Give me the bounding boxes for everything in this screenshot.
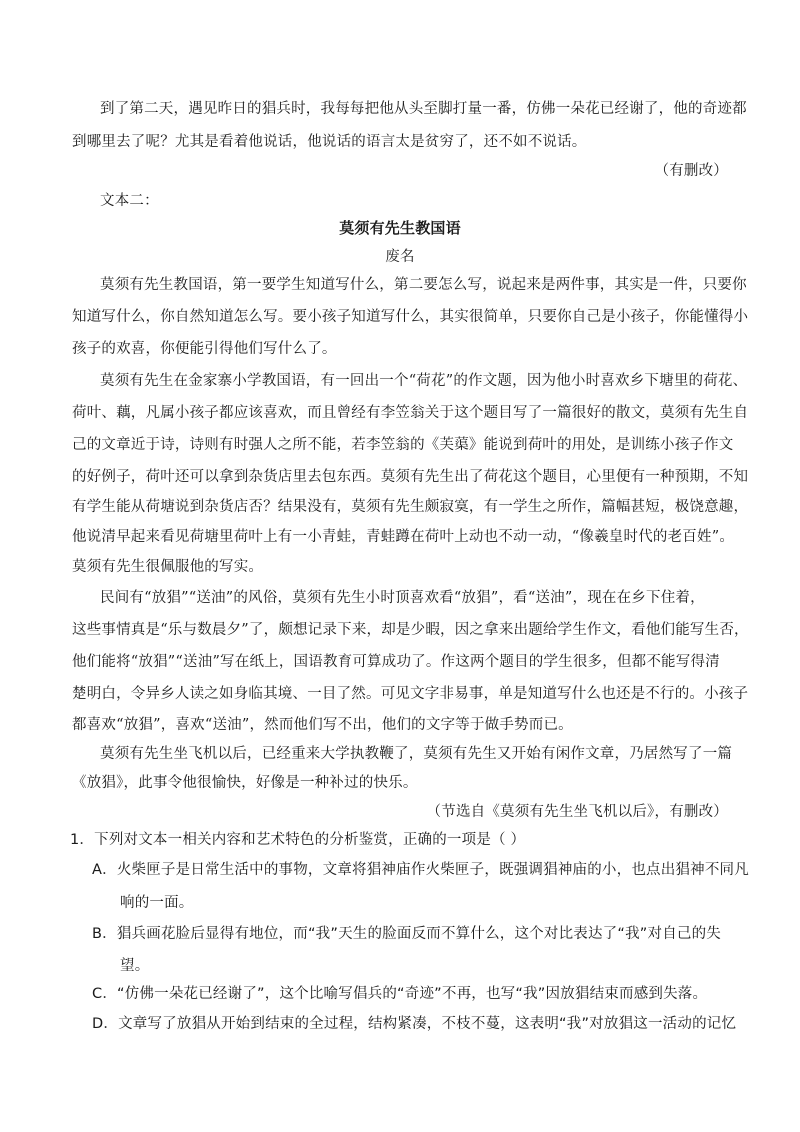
para3-line-3: 他们能将“放猖”“送油”写在纸上，国语教育可算成功了。作这两个题目的学生很多，但都不能写得清 [72, 654, 720, 670]
option-b-line-2: 望。 [120, 958, 150, 974]
para1-line-2: 知道写什么，你自然知道怎么写。要小孩子知道写什么，其实很简单，只要你自己是小孩子，你能懂得小 [72, 309, 749, 325]
option-d-line-1: D．文章写了放猖从开始到结束的全过程，结构紧凑，不枝不蔓，这表明“我”对放猖这一活动的记忆 [92, 1016, 737, 1032]
para2-line-3: 己的文章近于诗，诗则有时强人之所不能，若李笠翁的《芙蕖》能说到荷叶的用处，是训练小孩子作文 [72, 437, 734, 453]
para2-line-7: 莫须有先生很佩服他的写实。 [72, 559, 264, 575]
text2-source: （节选自《莫须有先生坐飞机以后》，有删改） [426, 804, 728, 820]
para4-line-1: 莫须有先生坐飞机以后，已经重来大学执教鞭了，莫须有先生又开始有闲作文章，乃居然写了一篇 [100, 746, 733, 762]
para1-line-3: 孩子的欢喜，你便能引得他们写什么了。 [72, 341, 337, 357]
para3-line-5: 都喜欢“放猖”，喜欢“送油”，然而他们写不出，他们的文字等于做手势而已。 [72, 717, 573, 733]
para4-line-2: 《放猖》，此事令他很愉快，好像是一种补过的快乐。 [72, 775, 418, 791]
text1-line-1: 到了第二天，遇见昨日的猖兵时，我每每把他从头至脚打量一番，仿佛一朵花已经谢了，他的奇迹都 [100, 101, 747, 117]
para2-line-5: 有学生能从荷塘说到杂货店否？结果没有，莫须有先生颇寂寞，有一学生之所作，篇幅甚短，极饶意趣， [72, 499, 749, 515]
option-a-line-2: 响的一面。 [120, 895, 194, 911]
text2-author: 废名 [385, 249, 415, 265]
text2-label: 文本二： [100, 193, 159, 209]
text2-title: 莫须有先生教国语 [339, 219, 461, 237]
text1-line-2: 到哪里去了呢？尤其是看着他说话，他说话的语言太是贫穷了，还不如不说话。 [72, 134, 587, 150]
option-b-line-1: B．猖兵画花脸后显得有地位，而“我”天生的脸面反而不算什么，这个对比表达了“我”对自己的失 [92, 926, 721, 942]
para2-line-4: 的好例子，荷叶还可以拿到杂货店里去包东西。莫须有先生出了荷花这个题目，心里便有一种预期，不知 [72, 469, 749, 485]
para3-line-4: 楚明白，令异乡人读之如身临其境、一目了然。可见文字非易事，单是知道写什么也还是不行的。小孩子 [72, 686, 749, 702]
para2-line-6: 他说清早起来看见荷塘里荷叶上有一小青蛙，青蛙蹲在荷叶上动也不动一动，“像羲皇时代的老百姓”。 [72, 529, 735, 545]
option-c-line-1: C．“仿佛一朵花已经谢了”，这个比喻写倡兵的“奇迹”不再，也写“我”因放猖结束而感到失落。 [92, 986, 708, 1002]
para3-line-1: 民间有“放猖”“送油”的风俗，莫须有先生小时顶喜欢看“放猖”，看“送油”，现在在乡下住着， [100, 590, 705, 606]
para2-line-2: 荷叶、藕，凡属小孩子都应该喜欢，而且曾经有李笠翁关于这个题目写了一篇很好的散文，莫须有先生自 [72, 405, 749, 421]
para2-line-1: 莫须有先生在金家寨小学教国语，有一回出一个“荷花”的作文题，因为他小时喜欢乡下塘里的荷花、 [100, 373, 748, 389]
para1-line-1: 莫须有先生教国语，第一要学生知道写什么，第二要怎么写，说起来是两件事，其实是一件，只要你 [100, 277, 747, 293]
para3-line-2: 这些事情真是“乐与数晨夕”了，颇想记录下来，却是少暇，因之拿来出题给学生作文，看他们能写生否， [72, 622, 749, 638]
text1-source: （有删改） [654, 163, 728, 179]
question-stem: 1．下列对文本一相关内容和艺术特色的分析鉴赏，正确的一项是（ ） [70, 832, 526, 848]
option-a-line-1: A．火柴匣子是日常生活中的事物，文章将猖神庙作火柴匣子，既强调猖神庙的小，也点出猖神不同凡 [92, 862, 749, 878]
